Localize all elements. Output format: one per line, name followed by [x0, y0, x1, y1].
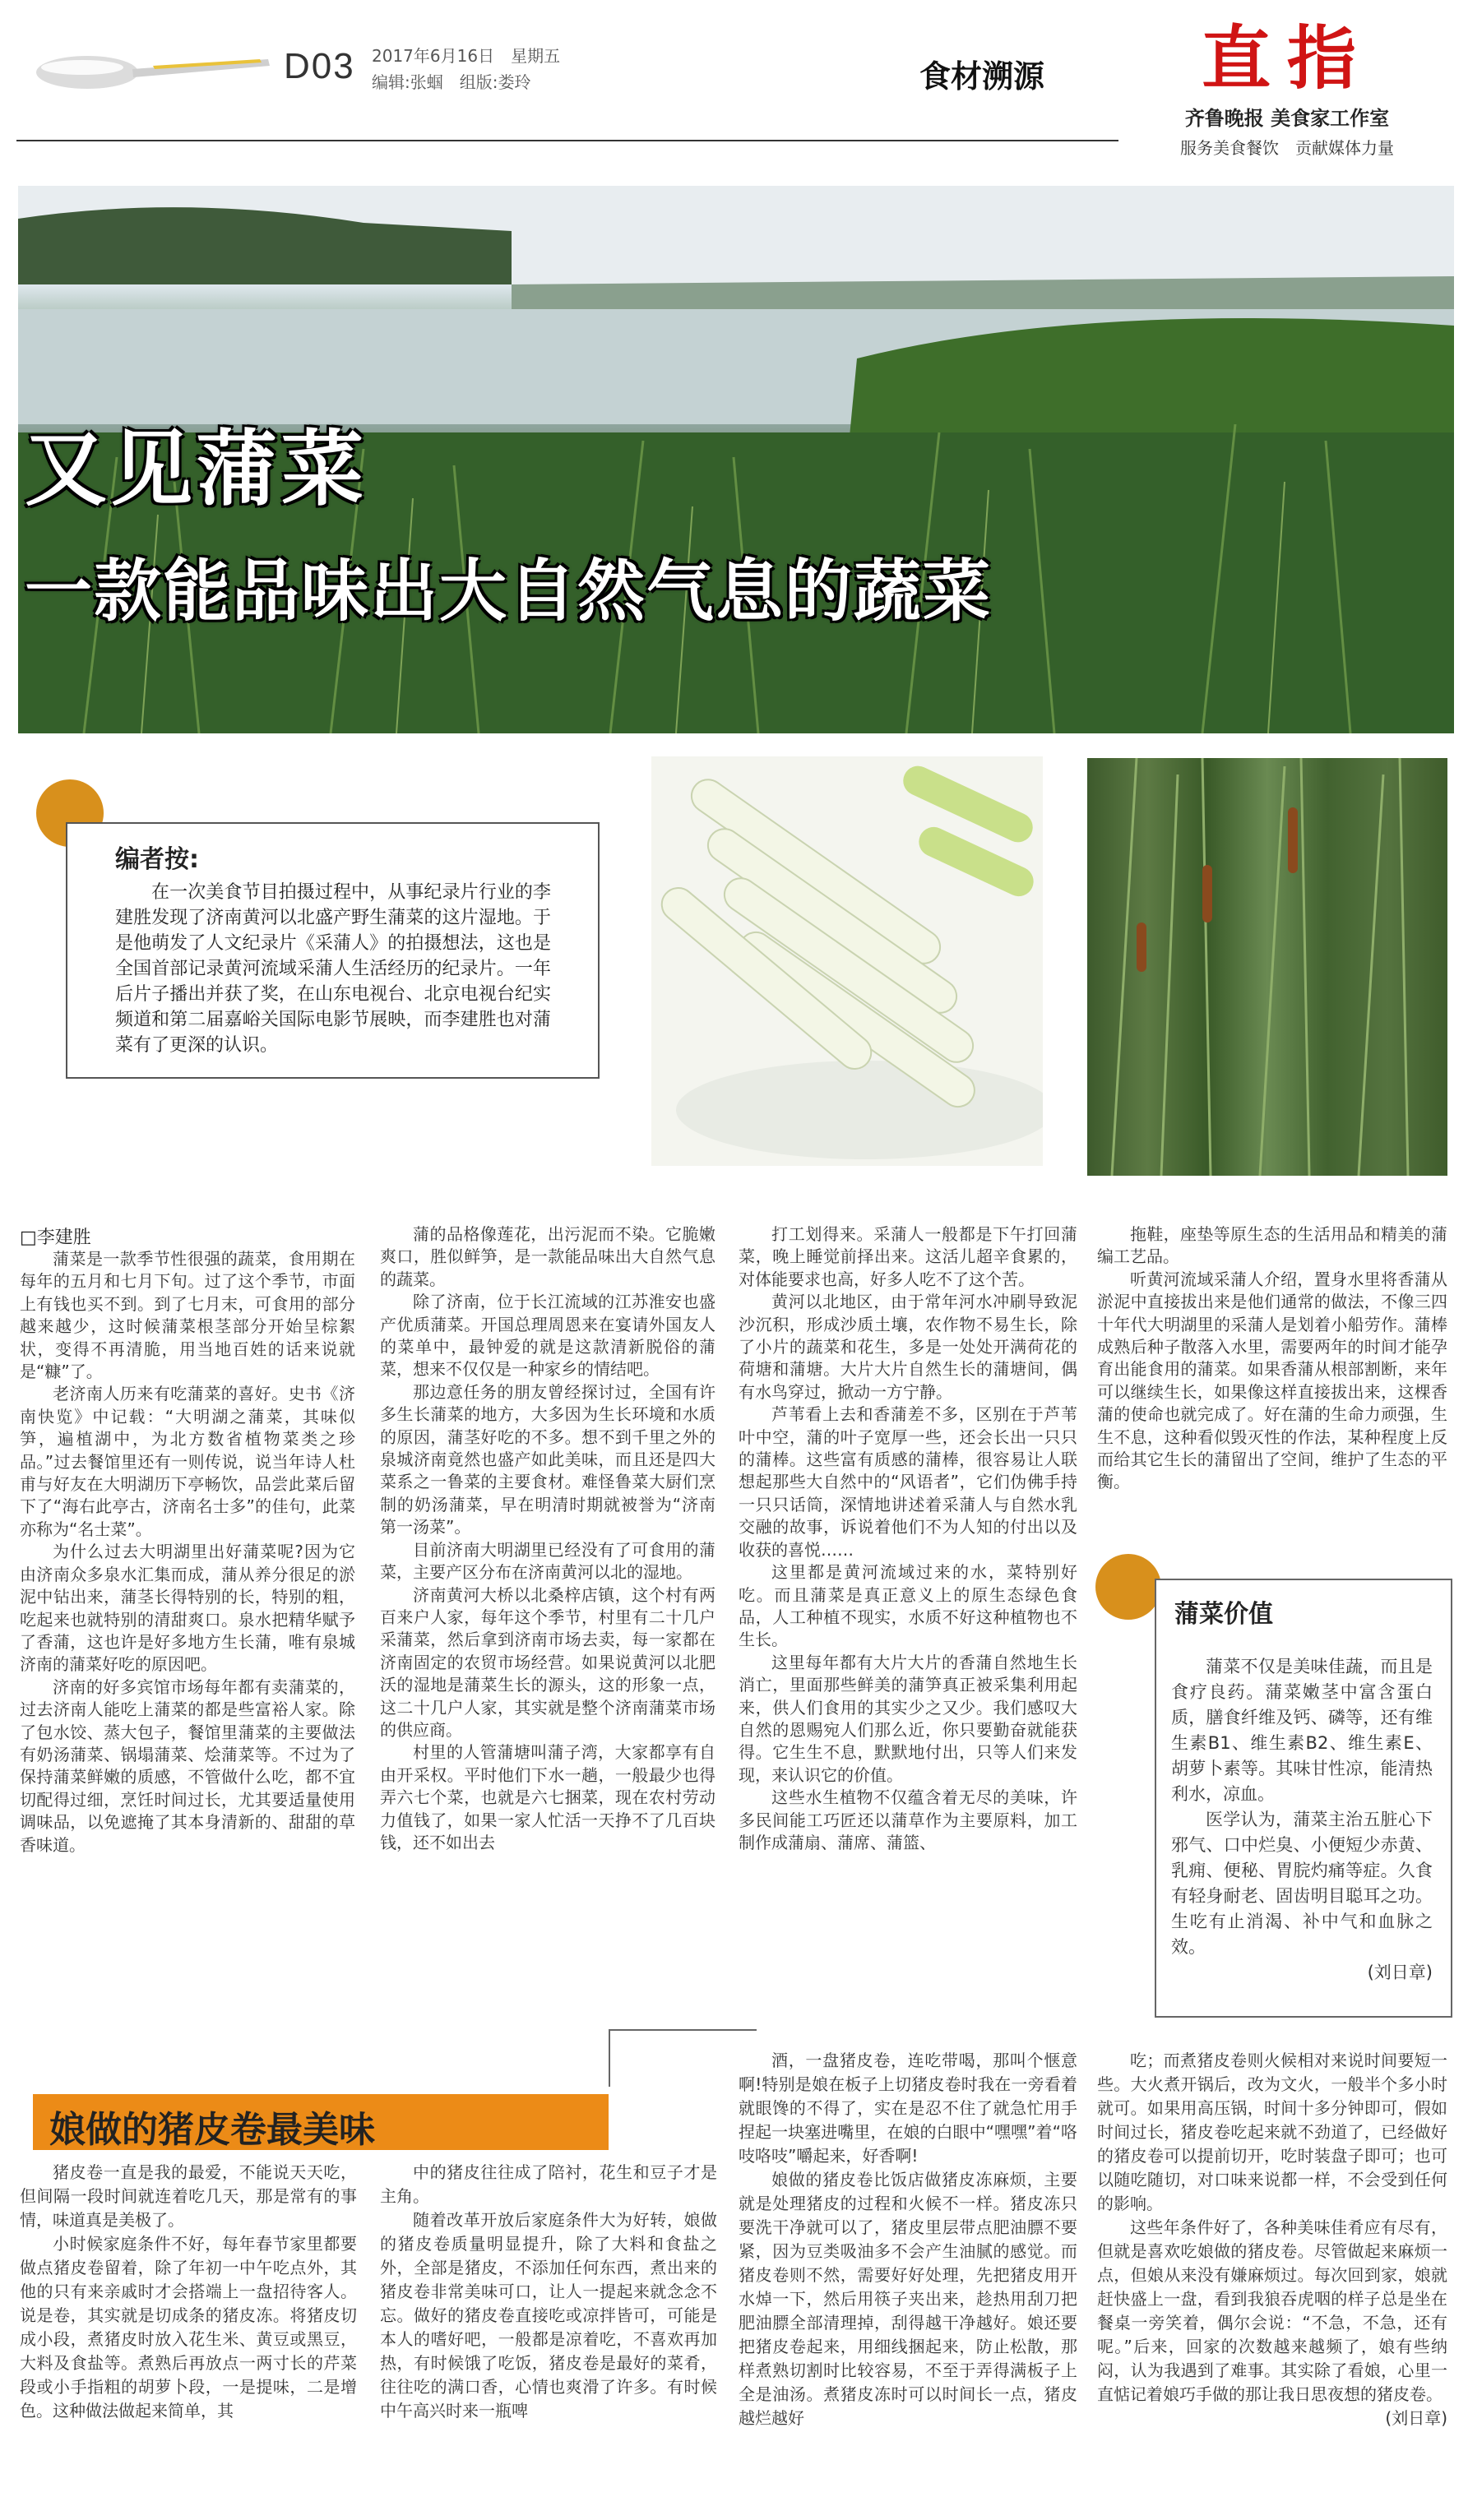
value-byline: (刘日章): [1367, 1963, 1433, 1982]
issue-date: 2017年6月16日 星期五: [372, 46, 561, 66]
article2-column-2: [380, 2161, 717, 2423]
paragraph: 中的猪皮往往成了陪衬，花生和豆子才是主角。: [380, 2162, 717, 2206]
logo-slogan: 服务美食餐饮 贡献媒体力量: [1180, 138, 1394, 158]
section-separator: [609, 2029, 757, 2031]
article2-byline: (刘日章): [1385, 2408, 1447, 2428]
value-decor-circle: [1095, 1554, 1161, 1620]
paragraph: 除了济南，位于长江流域的江苏淮安也盛产优质蒲菜。开国总理周恩来在宴请外国友人的菜单中，最钟爱的就是这款清新脱俗的蒲菜，想来不仅仅是一种家乡的情结吧。: [380, 1292, 715, 1380]
paragraph: 医学认为，蒲菜主治五脏心下邪气、口中烂臭、小便短少赤黄、乳痈、便秘、胃脘灼痛等症。久食有轻身耐老、固齿明目聪耳之功。生吃有止消渴、补中气和血脉之效。: [1171, 1810, 1433, 1957]
value-box-body: [1171, 1654, 1433, 1986]
article1-column-1: [20, 1248, 355, 1856]
paragraph: 老济南人历来有吃蒲菜的喜好。史书《济南快览》中记载：“大明湖之蒲菜，其味似笋，遍植湖中，为北方数省植物菜类之珍品。”过去餐馆里还有一则传说，说当年诗人杜甫与好友在大明湖历下亭畅饮，品尝此菜后留下了“海右此亭古，济南名士多”的佳句，此菜亦称为“名士菜”。: [20, 1384, 355, 1539]
article1-column-2: [380, 1223, 715, 1854]
headline-main: 又见蒲菜: [25, 421, 367, 517]
editor-note-title: 编者按:: [115, 845, 199, 874]
paragraph: 打工划得来。采蒲人一般都是下午打回蒲菜，晚上睡觉前择出来。这活儿超辛食累的，对体能要求也高，好多人吃不了这个苦。: [739, 1224, 1077, 1289]
paragraph: 蒲的品格像莲花，出污泥而不染。它脆嫩爽口，胜似鲜笋，是一款能品味出大自然气息的蔬菜。: [380, 1224, 715, 1289]
logo-subtitle: 齐鲁晚报 美食家工作室: [1184, 107, 1390, 130]
paragraph: 猪皮卷一直是我的最爱，不能说天天吃，但间隔一段时间就连着吃几天，那是常有的事情，味道真是美极了。: [20, 2162, 357, 2230]
paragraph: 这里每年都有大片大片的香蒲自然地生长消亡，里面那些鲜美的蒲笋真正被采集利用起来，供人们食用的其实少之又少。我们感叹大自然的恩赐宛人们那么近，你只要勤奋就能获得。它生生不息，默默地付出，只等人们来发现，来认识它的价值。: [739, 1652, 1077, 1785]
article1-column-4: [1097, 1223, 1447, 1494]
article2-column-3: [739, 2049, 1077, 2430]
paragraph: 村里的人管蒲塘叫蒲子湾，大家都享有自由开采权。平时他们下水一趟，一般最少也得弄六七个菜，也就是六七捆菜，现在农村劳动力值钱了，如果一家人忙活一天挣不了几百块钱，还不如出去: [380, 1742, 715, 1852]
paragraph: 济南的好多宾馆市场每年都有卖蒲菜的，过去济南人能吃上蒲菜的都是些富裕人家。除了包水饺、蒸大包子，餐馆里蒲菜的主要做法有奶汤蒲菜、锅塌蒲菜、烩蒲菜等。不过为了保持蒲菜鲜嫩的质感，不管做什么吃，都不宜切配得过细，烹饪时间过长，尤其要适量使用调味品，以免遮掩了其本身清新的、甜甜的草香味道。: [20, 1676, 355, 1855]
paragraph: 这里都是黄河流域过来的水，菜特别好吃。而且蒲菜是真正意义上的原生态绿色食品，人工种植不现实，水质不好这种植物也不生长。: [739, 1562, 1077, 1650]
paragraph: 拖鞋，座垫等原生态的生活用品和精美的蒲编工艺品。: [1097, 1224, 1447, 1267]
article2-column-4: [1097, 2049, 1447, 2430]
article2-title: 娘做的猪皮卷最美味: [49, 2109, 375, 2151]
column-logo: [1118, 3, 1456, 183]
paragraph: 随着改革开放后家庭条件大为好转，娘做的猪皮卷质量明显提升，除了大料和食盐之外，全部是猪皮，不添加任何东西，煮出来的猪皮卷非常美味可口，让人一提起来就念念不忘。做好的猪皮卷直接吃或凉拌皆可，可能是本人的嗜好吧，一般都是凉着吃，不喜欢再加热，有时候饿了吃饭，猪皮卷是最好的菜肴，往往吃的满口香，心情也爽滑了许多。有时候中午高兴时来一瓶啤: [380, 2210, 717, 2421]
paragraph: 听黄河流域采蒲人介绍，置身水里将香蒲从淤泥中直接拔出来是他们通常的做法，不像三四十年代大明湖里的采蒲人是划着小船劳作。蒲棒成熟后种子散落入水里，需要两年的时间才能孕育出能食用的蒲菜。如果香蒲从根部割断，来年可以继续生长，如果像这样直接拔出来，这棵香蒲的使命也就完成了。好在蒲的生命力顽强，生生不息，这种看似毁灭性的作法，某种程度上反而给其它生长的蒲留出了空间，维护了生态的平衡。: [1097, 1269, 1447, 1492]
logo-title: 直指: [1201, 17, 1373, 99]
section-title: 食材溯源: [919, 58, 1045, 95]
paragraph: 娘做的猪皮卷比饭店做猪皮冻麻烦，主要就是处理猪皮的过程和火候不一样。猪皮冻只要洗干净就可以了，猪皮里层带点肥油膘不要紧，因为豆类吸油多不会产生油腻的感觉。而猪皮卷则不然，需要好好处理，先把猪皮用开水焯一下，然后用筷子夹出来，趁热用刮刀把肥油膘全部清理掉，刮得越干净越好。娘还要把猪皮卷起来，用细线捆起来，防止松散，那样煮熟切割时比较容易，不至于弄得满板子上全是油汤。煮猪皮冻时可以时间长一点，猪皮越烂越好: [739, 2170, 1077, 2428]
value-box-title: 蒲菜价值: [1174, 1600, 1273, 1629]
paragraph: 吃；而煮猪皮卷则火候相对来说时间要短一些。大火煮开锅后，改为文火，一般半个多小时就可。如果用高压锅，时间十多分钟即可，假如时间过长，猪皮卷吃起来就不劲道了，已经做好的猪皮卷可以提前切开，吃时装盘子即可；也可以随吃随切，对口味来说都一样，不会受到任何的影响。: [1097, 2051, 1447, 2213]
paragraph: 蒲菜是一款季节性很强的蔬菜，食用期在每年的五月和七月下旬。过了这个季节，市面上有钱也买不到。到了七月末，可食用的部分越来越少，这时候蒲菜根茎部分开始呈棕絮状，变得不再清脆，用当地百姓的话来说就是“糠”了。: [20, 1249, 355, 1382]
paragraph: 黄河以北地区，由于常年河水冲刷导致泥沙沉积，形成沙质土壤，农作物不易生长，除了小片的蔬菜和花生，多是一处处开满荷花的荷塘和蒲塘。大片大片自然生长的蒲塘间，偶有水鸟穿过，掀动一方宁静。: [739, 1292, 1077, 1402]
paragraph: 那边意任务的朋友曾经探讨过，全国有许多生长蒲菜的地方，大多因为生长环境和水质的原因，蒲茎好吃的不多。想不到千里之外的泉城济南竟然也盛产如此美味，而且还是四大菜系之一鲁菜的主要食材。难怪鲁菜大厨们烹制的奶汤蒲菜，早在明清时期就被誉为“济南第一汤菜”。: [380, 1381, 715, 1537]
editor-note-body: 在一次美食节目拍摄过程中，从事纪录片行业的李建胜发现了济南黄河以北盛产野生蒲菜的这片湿地。于是他萌发了人文纪录片《采蒲人》的拍摄想法，这也是全国首部记录黄河流域采蒲人生活经历的纪录片。一年后片子播出并获了奖，在山东电视台、北京电视台纪实频道和第二届嘉峪关国际电影节展映，而李建胜也对蒲菜有了更深的认识。: [115, 882, 551, 1056]
paragraph: 这些水生植物不仅蕴含着无尽的美味，许多民间能工巧匠还以蒲草作为主要原料，加工制作成蒲扇、蒲席、蒲篮、: [739, 1787, 1077, 1852]
paragraph: 目前济南大明湖里已经没有了可食用的蒲菜，主要产区分布在济南黄河以北的湿地。: [380, 1539, 715, 1583]
paragraph: 济南黄河大桥以北桑梓店镇，这个村有两百来户人家，每年这个季节，村里有二十几户采蒲菜，然后拿到济南市场去卖，每一家都在济南固定的农贸市场经营。如果说黄河以北肥沃的湿地是蒲菜生长的源头，这的形象一点，这二十几户人家，其实就是整个济南蒲菜市场的供应商。: [380, 1584, 715, 1740]
editor-credits: 编辑:张蝈 组版:娄玲: [372, 72, 531, 92]
section-separator: [609, 2029, 610, 2087]
spoon-logo: [30, 48, 276, 97]
paragraph: 芦苇看上去和香蒲差不多，区别在于芦苇叶中空，蒲的叶子宽厚一些，还会长出一只只的蒲棒。这些富有质感的蒲棒，很容易让人联想起那些大自然中的“风语者”，它们伪佛手持一只只话筒，深情地讲述着采蒲人与自然水乳交融的故事，诉说着他们不为人知的付出以及收获的喜悦……: [739, 1404, 1077, 1560]
headline-sub: 一款能品味出大自然气息的蔬菜: [25, 553, 993, 631]
paragraph: 酒，一盘猪皮卷，连吃带喝，那叫个惬意啊!特别是娘在板子上切猪皮卷时我在一旁看着就眼馋的不得了，实在是忍不住了就急忙用手捏起一块塞进嘴里，在娘的白眼中“嘿嘿”着“咯吱咯吱”嚼起来，好香啊!: [739, 2051, 1077, 2166]
photo-cattail-stalks: [651, 756, 1043, 1166]
paragraph: 这些年条件好了，各种美味佳肴应有尽有，但就是喜欢吃娘做的猪皮卷。尽管做起来麻烦一点，但娘从来没有嫌麻烦过。每次回到家，娘就赶快盛上一盘，看到我狼吞虎咽的样子总是坐在餐桌一旁笑着，偶尔会说：“不急，不急，还有呢。”后来，回家的次数越来越频了，娘有些纳闷，认为我遇到了难事。其实除了看娘，心里一直惦记着娘巧手做的那让我日思夜想的猪皮卷。: [1097, 2217, 1447, 2404]
paragraph: 为什么过去大明湖里出好蒲菜呢?因为它由济南众多泉水汇集而成，蒲从养分很足的淤泥中钻出来，蒲茎长得特别的长，特别的粗，吃起来也就特别的清甜爽口。泉水把精华赋予了香蒲，这也许是好多地方生长蒲，唯有泉城济南的蒲菜好吃的原因吧。: [20, 1542, 355, 1675]
photo-cattail-plants: [1087, 758, 1447, 1176]
article2-column-1: [20, 2161, 357, 2423]
article-author: □李建胜: [20, 1228, 91, 1248]
page-number: D03: [284, 46, 355, 86]
article1-column-3: [739, 1223, 1077, 1854]
paragraph: 蒲菜不仅是美味佳蔬，而且是食疗良药。蒲菜嫩茎中富含蛋白质，膳食纤维及钙、磷等，还有维生素B1、维生素B2、维生素E、胡萝卜素等。其味甘性凉，能清热利水，凉血。: [1171, 1657, 1433, 1804]
paragraph: 小时候家庭条件不好，每年春节家里都要做点猪皮卷留着，除了年初一中午吃点外，其他的只有来亲戚时才会搭端上一盘招待客人。说是卷，其实就是切成条的猪皮冻。将猪皮切成小段，煮猪皮时放入花生米、黄豆或黑豆，大料及食盐等。煮熟后再放点一两寸长的芹菜段或小手指粗的胡萝卜段，一是提味，二是增色。这种做法做起来简单，其: [20, 2234, 357, 2421]
